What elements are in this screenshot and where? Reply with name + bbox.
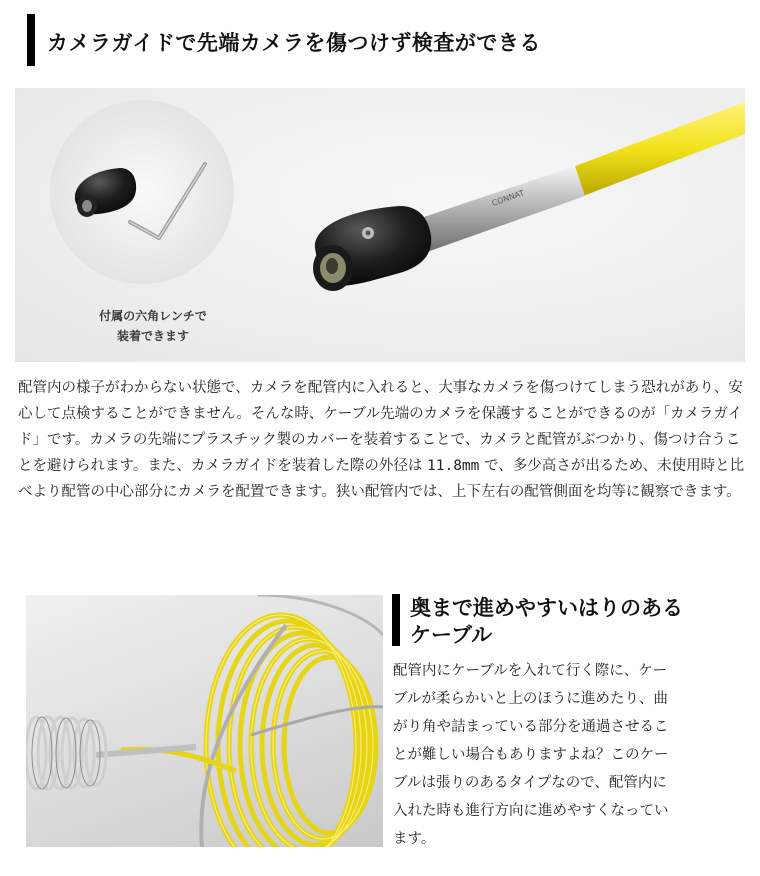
cable-illustration [26, 595, 383, 847]
description-line: とが難しい場合もありますよね？このケー [393, 747, 669, 763]
camera-guide-photo [15, 88, 745, 362]
description-line: 配管内にケーブルを入れて行く際に、ケー [393, 663, 668, 679]
inset-caption [73, 306, 233, 346]
heading-accent-bar [392, 594, 400, 646]
heading-accent-bar [27, 14, 35, 66]
section-title-line: 奥まで進めやすいはりのある [410, 596, 683, 620]
description-line: ブルは張りのあるタイプなので、配管内に [393, 775, 667, 791]
cable-photo [26, 595, 383, 847]
camera-guide-description [18, 375, 748, 505]
section-heading-cable [392, 594, 740, 649]
description-line: がり角や詰まっている部分を通過させるこ [393, 719, 669, 735]
description-line: ます。 [393, 831, 436, 847]
tube-label: CONNAT [490, 188, 526, 208]
section-title: カメラガイドで先端カメラを傷つけず検査ができる [47, 31, 541, 55]
outer-diameter-value: 11.8mm [427, 458, 480, 474]
description-text: で、多少高さが出るため、未使用時と比べより配管の中心部分にカメラを配置できます。狭い配管内では、上下左右の配管側面を均等に観察できます。 [18, 458, 745, 500]
section-heading-camera-guide [27, 14, 541, 66]
section-title-line: ケーブル [410, 623, 493, 647]
description-text: 配管内の様子がわからない状態で、カメラを配管内に入れると、大事なカメラを傷つけてしまう恐れがあり、安心して点検することができません。そんな時、ケーブル先端のカメラを保護することができるのが「カメラガイド」です。カメラの先端にプラスチック製のカバーを装着することで、カメラと配管がぶつかり、傷つけ合うことを避けられます。また、カメラガイドを装着した際の外径は [18, 380, 743, 474]
cable-description [393, 657, 743, 853]
description-line: ブルが柔らかいと上のほうに進めたり、曲 [393, 691, 668, 707]
inset-caption-line: 装着できます [116, 329, 189, 343]
description-line: 入れた時も進行方向に進めやすくなってい [393, 803, 669, 819]
inset-caption-line: 付属の六角レンチで [99, 309, 207, 323]
section-title [410, 595, 740, 649]
